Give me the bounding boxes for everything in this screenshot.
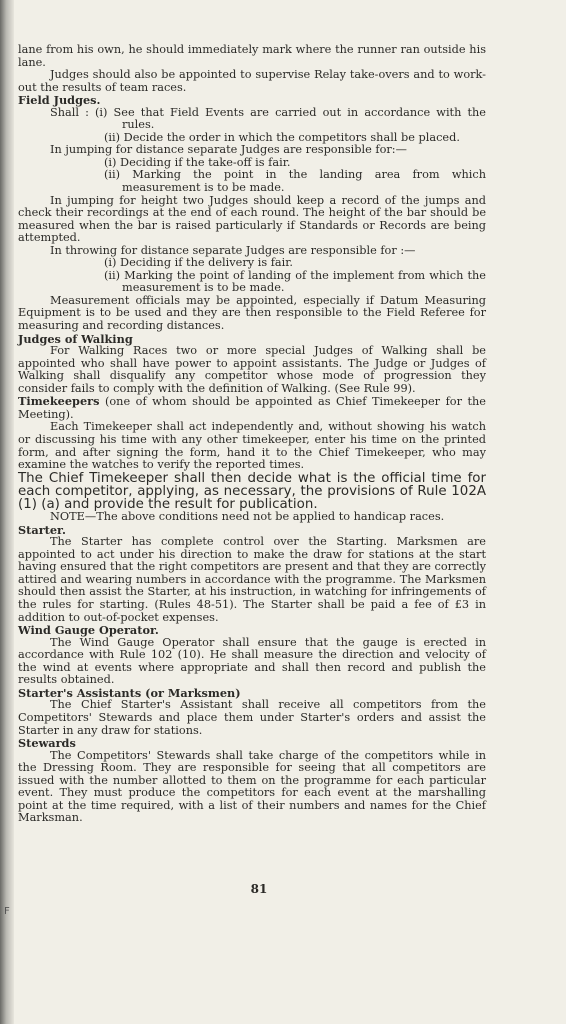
paragraph: Judges should also be appointed to supervise Relay take-overs and to work-out the results of team races. — [18, 68, 486, 94]
list-item: (ii) Decide the order in which the competitors shall be placed. — [104, 130, 460, 144]
section-heading: Starter. — [18, 522, 66, 537]
book-spine-shadow — [0, 0, 14, 1024]
document-page — [18, 44, 486, 825]
paragraph: In jumping for distance separate Judges are responsible for:— — [50, 143, 407, 157]
paragraph: In jumping for height two Judges should keep a record of the jumps and check their recordings at the end of each round. The height of the bar should be measured when the bar is raised particularly if Standards or Records are being attempted. — [18, 193, 486, 245]
paragraph: For Walking Races two or more special Judges of Walking shall be appointed who shall have power to appoint assistants. The Judge or Judges of Walking shall disqualify any competitor whose mode of progression they consider fails to comply with the definition of Walking. (See Rule 99). — [18, 344, 486, 395]
list-item: (i) Deciding if the delivery is fair. — [104, 256, 293, 270]
paragraph: The Starter has complete control over the Starting. Marksmen are appointed to act under his direction to make the draw for stations at the start having ensured that the right competitors are present and that they are correctly attired and wearing numbers in accordance with the programme. The Marksmen should then assist the Starter, at his instruction, in watching for infringements of the rules for starting. (Rules 48-51). The Starter shall be paid a fee of £3 in addition to out-of-pocket expenses. — [18, 535, 487, 624]
paragraph: Measurement officials may be appointed, especially if Datum Measuring Equipment is to be used and they are then responsible to the Field Referee for measuring and recording distances. — [18, 293, 486, 333]
list-item: (ii) Marking the point of landing of the implement from which the measurement is to be made. — [104, 268, 486, 295]
paragraph: Each Timekeeper shall act independently and, without showing his watch or discussing his time with any other timekeeper, enter his time on the printed form, and after signing the form, hand it to the Chief Timekeeper, who may examine the watches to verify the reported times. — [18, 420, 486, 472]
paragraph: The Wind Gauge Operator shall ensure that the gauge is erected in accordance with Rule 102 (10). He shall measure the direction and velocity of the wind at events where appropriate and shall then record and publish the results obtained. — [18, 635, 486, 687]
note: NOTE—The above conditions need not be applied to handicap races. — [50, 510, 445, 524]
paragraph — [18, 395, 486, 421]
paragraph: lane from his own, he should immediately mark where the runner ran outside his lane. — [18, 43, 486, 69]
list-item: Shall : (i) See that Field Events are carried out in accordance with the rules. — [50, 105, 486, 132]
section-heading: Wind Gauge Operator. — [18, 623, 159, 638]
heading-note: (one of whom should be appointed as Chief Timekeeper for the Meeting). — [18, 395, 486, 421]
margin-mark: F — [4, 906, 10, 917]
section-heading: Starter's Assistants (or Marksmen) — [18, 685, 241, 700]
list-item: (i) Deciding if the take-off is fair. — [104, 155, 291, 169]
paragraph: The Chief Starter's Assistant shall receive all competitors from the Competitors' Stewards and place them under Starter's orders and assist the Starter in any draw for stations. — [18, 698, 486, 737]
paragraph: The Competitors' Stewards shall take charge of the competitors while in the Dressing Room. They are responsible for seeing that all competitors are issued with the number allotted to them on the programme for each particular event. They must produce the competitors for each event at the marshalling point at the time required, with a list of their numbers and names for the Chief Marksman. — [18, 748, 486, 825]
section-heading: Stewards — [18, 736, 76, 751]
section-heading: Field Judges. — [18, 93, 101, 108]
list-item: (ii) Marking the point in the landing area from which measurement is to be made. — [104, 168, 486, 195]
section-heading: Timekeepers — [18, 394, 100, 409]
paragraph: In throwing for distance separate Judges are responsible for :— — [50, 243, 416, 257]
section-heading: Judges of Walking — [18, 331, 133, 346]
paragraph-emphasis: The Chief Timekeeper shall then decide what is the official time for each competitor, applying, as necessary, the provisions of Rule 102A (1) (a) and provide the result for publication. — [18, 470, 486, 512]
page-number: 81 — [250, 882, 268, 896]
